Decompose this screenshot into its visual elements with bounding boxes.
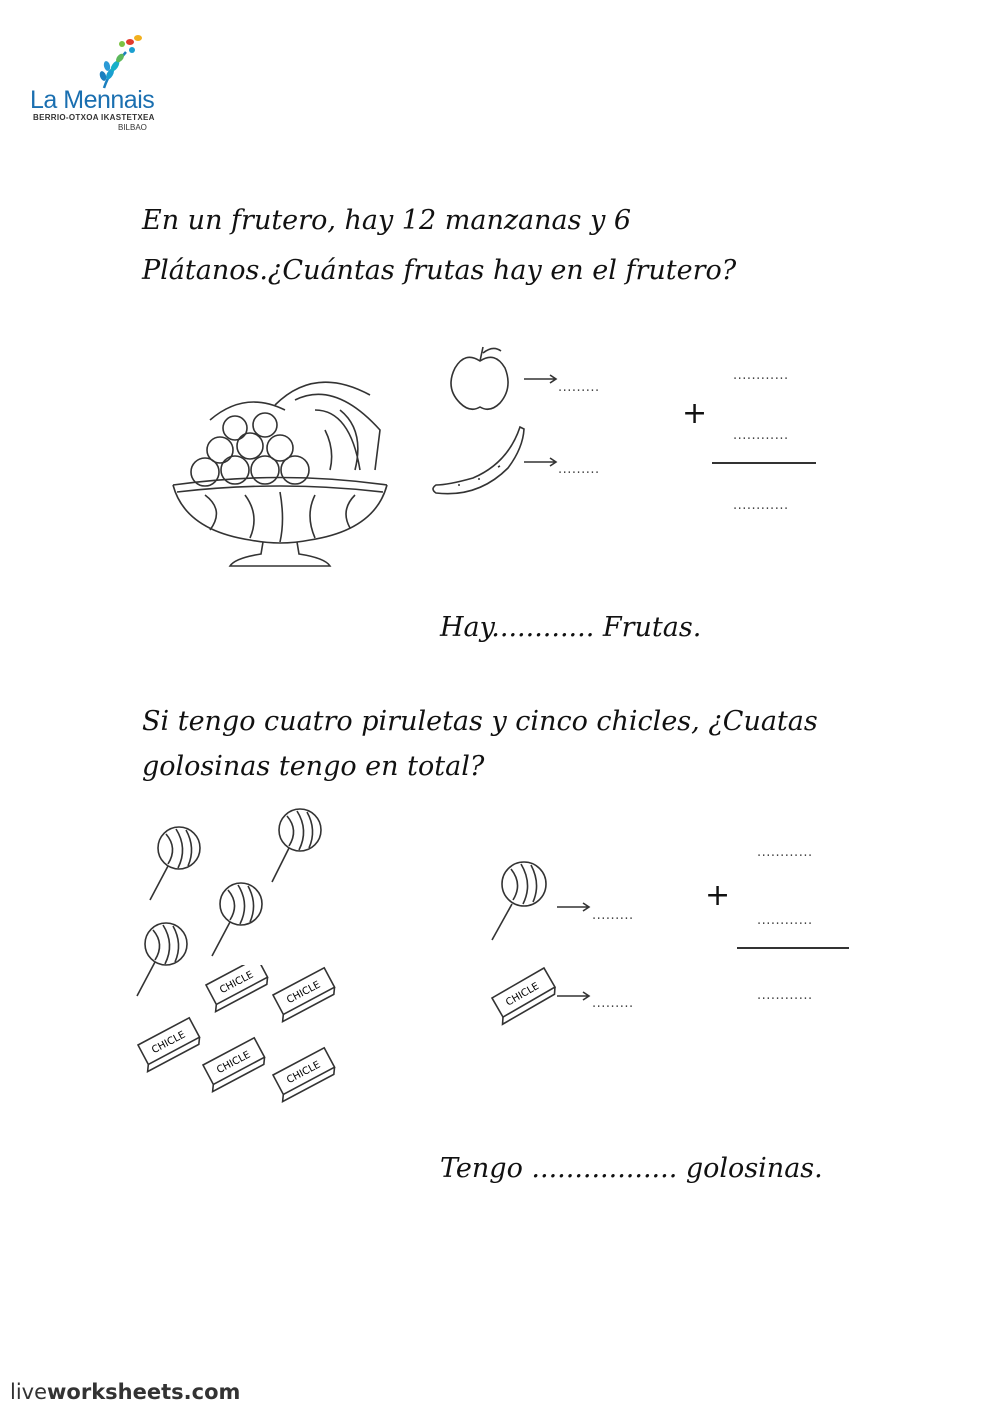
- sum2-addend1-blank[interactable]: ............: [757, 845, 813, 860]
- problem1-question-line2: Plátanos.¿Cuántas frutas hay en el frutero?: [142, 255, 737, 286]
- footer-brand[interactable]: [10, 1380, 240, 1404]
- lollipop-count-blank[interactable]: .........: [592, 908, 634, 923]
- gum-label: CHICLE: [285, 1059, 323, 1087]
- sum1-addend2-blank[interactable]: ............: [733, 428, 789, 443]
- banana-icon: [428, 423, 528, 503]
- problem2-question-line1: Si tengo cuatro piruletas y cinco chicles, ¿Cuatas: [142, 706, 818, 737]
- fruit-bowl-icon: [165, 370, 395, 575]
- gum-label: CHICLE: [215, 1049, 253, 1077]
- logo-name: La Mennais: [30, 86, 155, 114]
- logo-subtitle: BERRIO-OTXOA IKASTETXEA: [33, 113, 155, 122]
- gum-label: CHICLE: [150, 1029, 188, 1057]
- plus-sign: +: [682, 396, 708, 431]
- arrow-icon: [555, 989, 595, 1003]
- sum2-addend2-blank[interactable]: ............: [757, 913, 813, 928]
- apple-count-blank[interactable]: .........: [558, 380, 600, 395]
- sum1-line: [712, 462, 816, 464]
- sum2-line: [737, 947, 849, 949]
- gums-icon: [128, 965, 343, 1115]
- arrow-icon: [522, 372, 562, 386]
- problem1-question-line1: En un frutero, hay 12 manzanas y 6: [142, 205, 632, 236]
- banana-count-blank[interactable]: .........: [558, 462, 600, 477]
- sum1-addend1-blank[interactable]: ............: [733, 368, 789, 383]
- arrow-icon: [522, 455, 562, 469]
- problem1-answer: Hay............ Frutas.: [440, 612, 702, 643]
- sum1-result-blank[interactable]: ............: [733, 498, 789, 513]
- gum-label: CHICLE: [504, 980, 542, 1009]
- gum-label: CHICLE: [285, 979, 323, 1007]
- gum-icon: [484, 958, 559, 1028]
- footer-prefix: live: [10, 1380, 48, 1404]
- gum-count-blank[interactable]: .........: [592, 996, 634, 1011]
- gum-label: CHICLE: [218, 969, 256, 997]
- plus-sign: +: [705, 878, 731, 913]
- sum2-result-blank[interactable]: ............: [757, 988, 813, 1003]
- problem2-question-line2: golosinas tengo en total?: [142, 751, 485, 782]
- footer-brand-name: worksheets.com: [47, 1380, 241, 1404]
- problem2-answer: Tengo ................. golosinas.: [440, 1153, 823, 1184]
- logo-city: BILBAO: [118, 123, 147, 132]
- lollipop-icon: [484, 852, 554, 944]
- logo-emblem-icon: [88, 30, 158, 90]
- arrow-icon: [555, 900, 595, 914]
- apple-icon: [445, 343, 515, 413]
